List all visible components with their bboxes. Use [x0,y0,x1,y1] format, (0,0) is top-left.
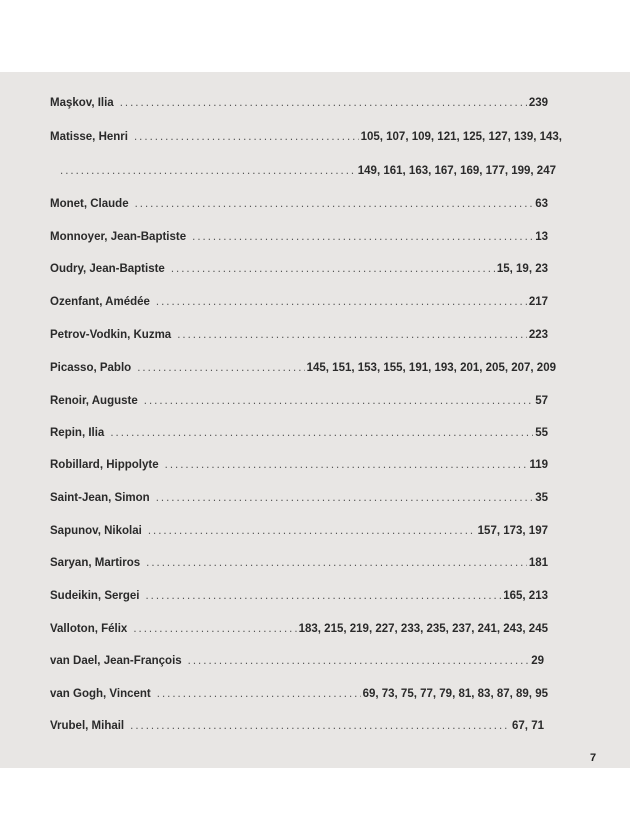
entry-name: Petrov-Vodkin, Kuzma [50,329,172,341]
entry-name: Robillard, Hippolyte [50,459,159,471]
dot-leader [137,362,304,374]
entry-pages: 35 [535,492,548,504]
dot-leader [165,459,528,471]
entry-pages: 29 [531,655,544,667]
index-entry [50,362,556,380]
dot-leader [144,395,533,407]
page-number: 7 [590,752,597,764]
index-entry [50,263,548,281]
index-entry [50,623,548,641]
dot-leader [148,525,476,537]
dot-leader [110,427,533,439]
entry-name: van Gogh, Vincent [50,688,151,700]
entry-name: Matisse, Henri [50,131,128,143]
entry-pages: 57 [535,395,548,407]
entry-name: Sudeikin, Sergei [50,590,140,602]
dot-leader [171,263,495,275]
index-entry [50,427,548,445]
entry-name: Ozenfant, Amédée [50,296,150,308]
dot-leader [120,97,527,109]
dot-leader [134,131,359,143]
dot-leader [146,557,527,569]
index-entry [50,688,548,706]
entry-pages: 145, 151, 153, 155, 191, 193, 201, 205, 207, 209 [306,362,556,374]
dot-leader [133,623,296,635]
entry-name: Picasso, Pablo [50,362,132,374]
dot-leader [60,165,356,177]
index-entry [50,231,548,249]
entry-name: Saint-Jean, Simon [50,492,150,504]
index-entry [50,590,548,608]
entry-pages: 223 [528,329,548,341]
entry-name: Vrubel, Mihail [50,720,125,732]
entry-pages: 149, 161, 163, 167, 169, 177, 199, 247 [357,165,556,177]
dot-leader [188,655,530,667]
entry-name: Repin, Ilia [50,427,105,439]
entry-pages: 183, 215, 219, 227, 233, 235, 237, 241, 243, 245 [298,623,548,635]
entry-pages: 55 [535,427,548,439]
dot-leader [177,329,527,341]
entry-pages: 13 [535,231,548,243]
entry-pages: 217 [528,296,548,308]
entry-name: Monnoyer, Jean-Baptiste [50,231,187,243]
dot-leader [192,231,533,243]
index-entry [50,395,548,413]
index-entry [50,459,548,477]
entry-pages: 239 [528,97,548,109]
entry-pages: 119 [529,459,548,471]
entry-pages: 67, 71 [512,720,544,732]
index-entry-continuation [60,165,556,183]
entry-name: Sapunov, Nikolai [50,525,142,537]
dot-leader [135,198,534,210]
entry-pages: 105, 107, 109, 121, 125, 127, 139, 143, [360,131,562,143]
index-entry [50,720,544,738]
entry-pages: 165, 213 [503,590,548,602]
index-entry [50,492,548,510]
entry-name: Oudry, Jean-Baptiste [50,263,165,275]
entry-pages: 157, 173, 197 [477,525,548,537]
index-entry [50,97,548,115]
dot-leader [156,492,534,504]
index-entry [50,296,548,314]
index-entry [50,525,548,543]
dot-leader [130,720,510,732]
entry-name: Monet, Claude [50,198,129,210]
entry-name: Maşkov, Ilia [50,97,114,109]
entry-name: van Dael, Jean-François [50,655,182,667]
dot-leader [145,590,501,602]
entry-pages: 63 [535,198,548,210]
entry-pages: 181 [528,557,548,569]
entry-name: Saryan, Martiros [50,557,141,569]
index-entry [50,198,548,216]
entry-name: Valloton, Félix [50,623,128,635]
index-entry [50,557,548,575]
entry-pages: 15, 19, 23 [496,263,548,275]
entry-pages: 69, 73, 75, 77, 79, 81, 83, 87, 89, 95 [362,688,548,700]
dot-leader [156,296,527,308]
dot-leader [157,688,361,700]
index-entry [50,329,548,347]
index-entry [50,131,562,149]
index-entry [50,655,544,673]
entry-name: Renoir, Auguste [50,395,138,407]
